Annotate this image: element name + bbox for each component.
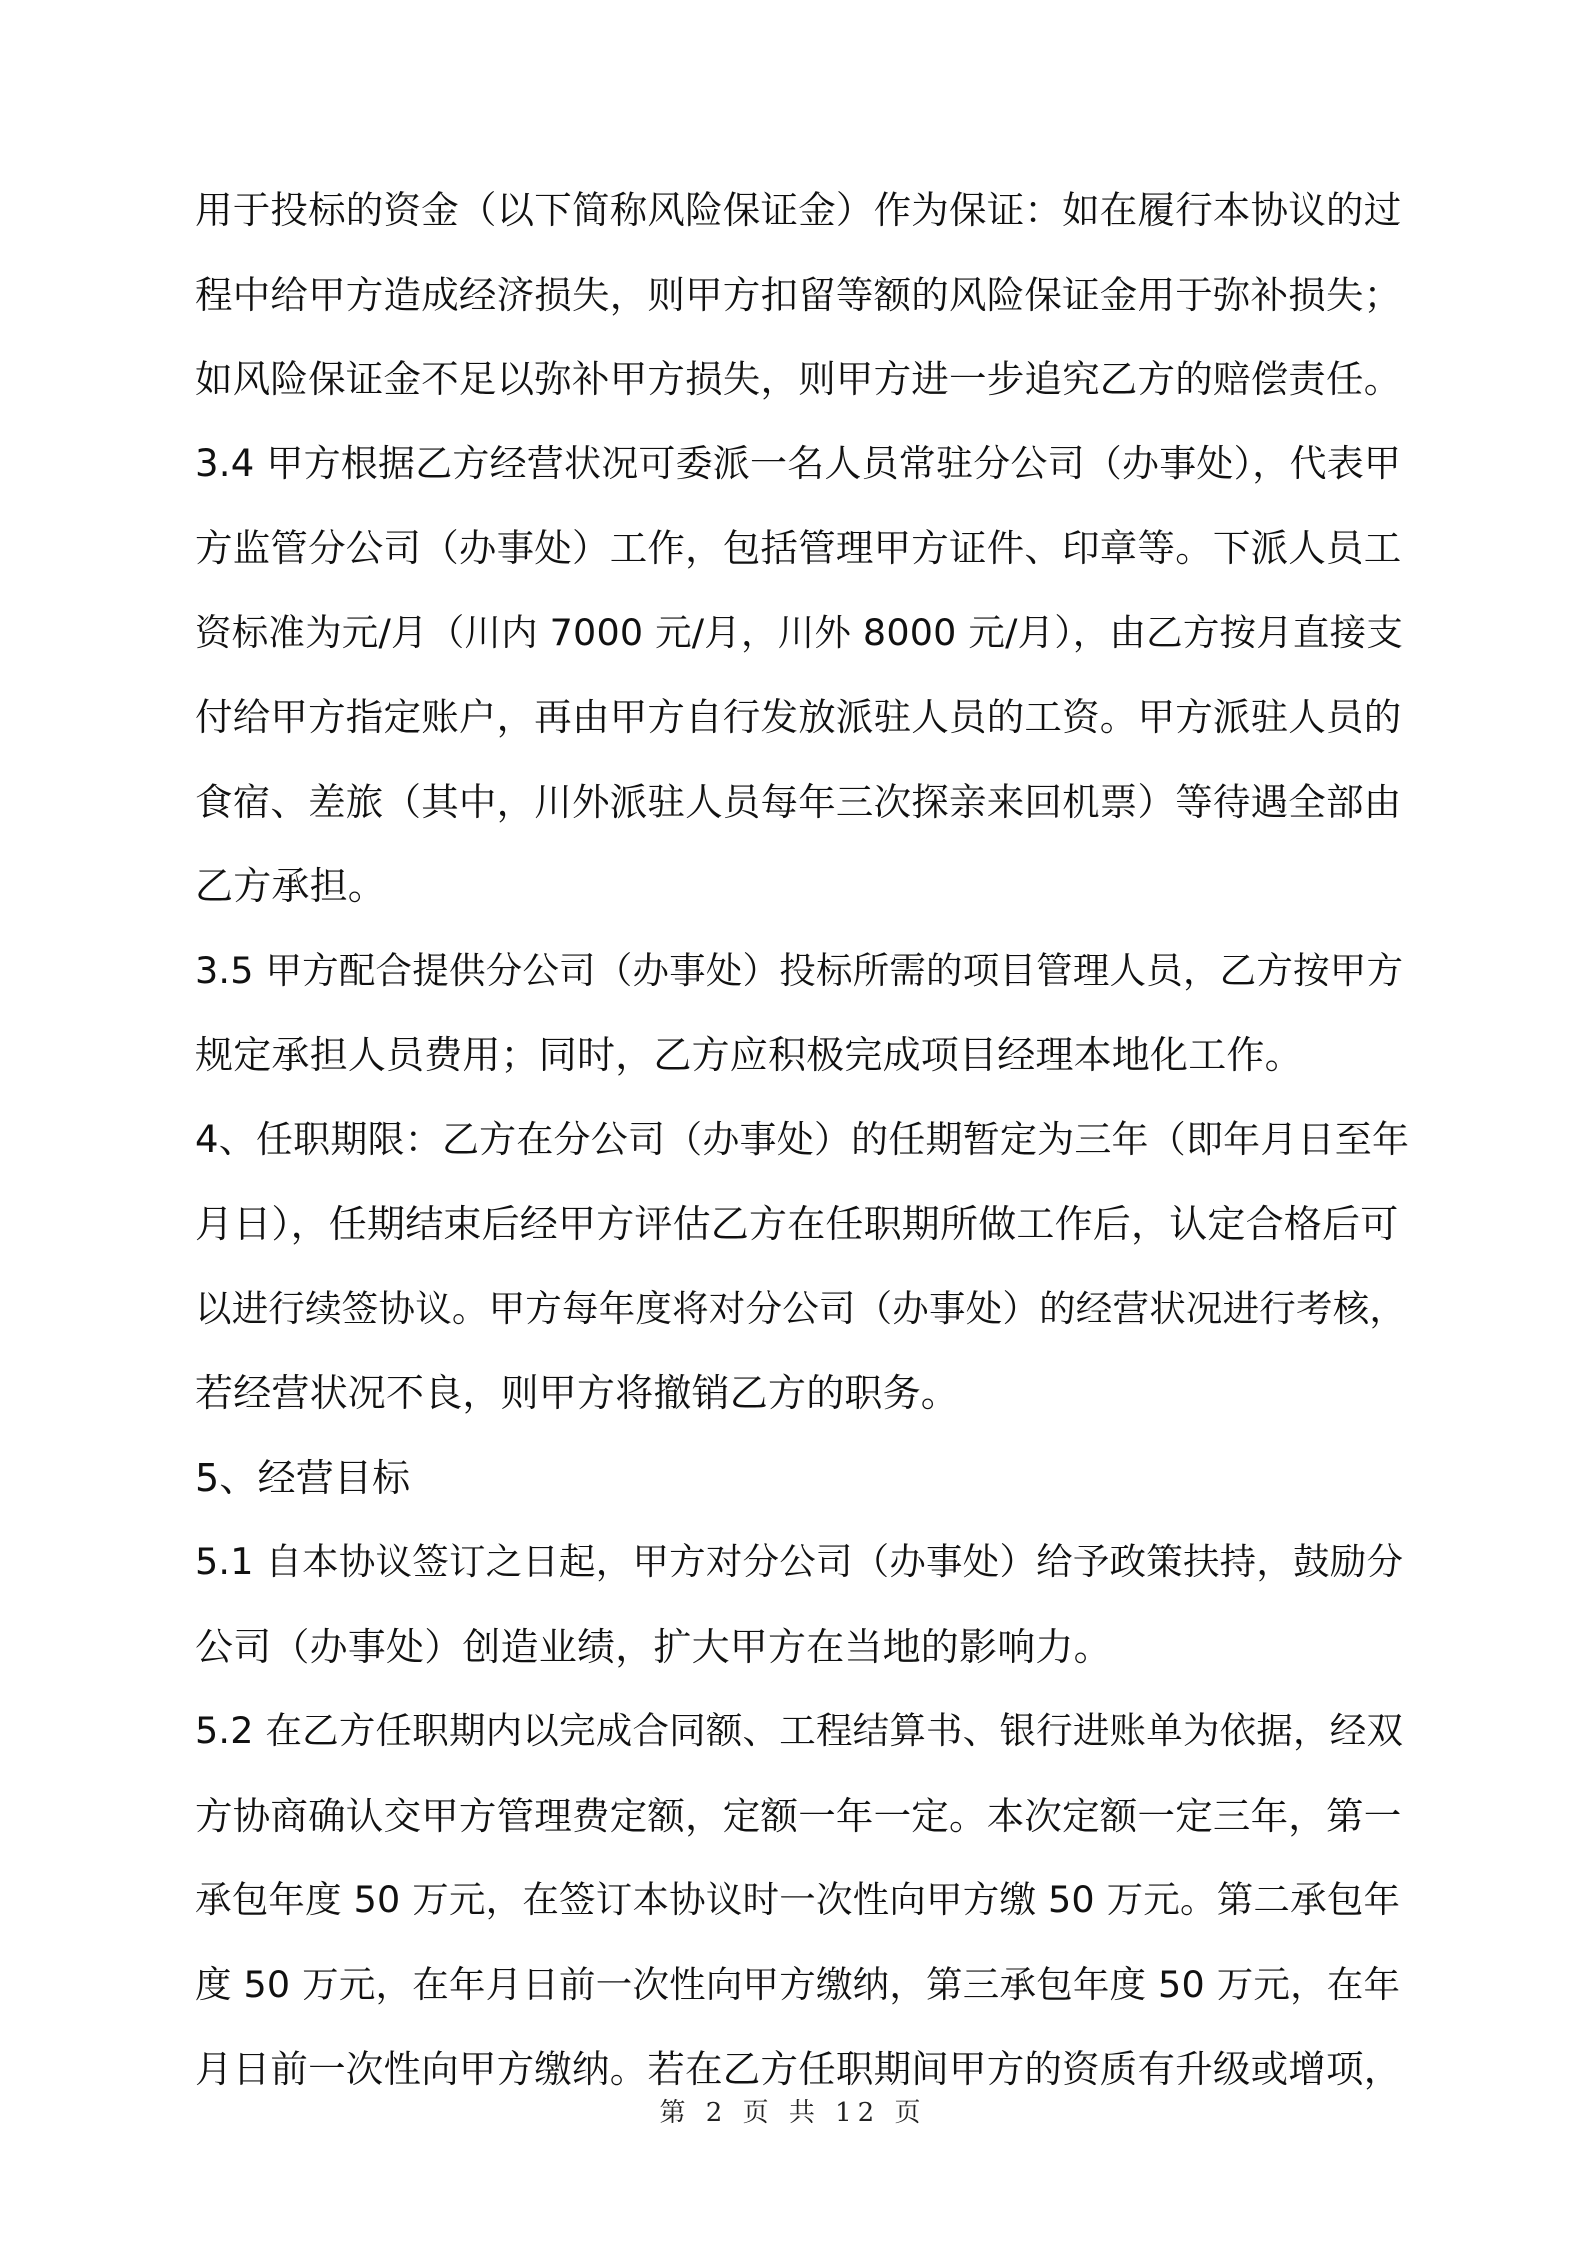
text-line: 食宿、差旅（其中，川外派驻人员每年三次探亲来回机票）等待遇全部由 (195, 779, 1402, 824)
text-line: 若经营状况不良，则甲方将撤销乙方的职务。 (195, 1371, 960, 1415)
text-line: 公司（办事处）创造业绩，扩大甲方在当地的影响力。 (195, 1624, 1112, 1669)
text-line: 3.4 甲方根据乙方经营状况可委派一名人员常驻分公司（办事处），代表甲 (195, 441, 1402, 485)
text-line: 用于投标的资金（以下简称风险保证金）作为保证：如在履行本协议的过 (195, 188, 1402, 232)
text-line: 5.2 在乙方任职期内以完成合同额、工程结算书、银行进账单为依据，经双 (195, 1709, 1404, 1752)
text-line: 方监管分公司（办事处）工作，包括管理甲方证件、印章等。下派人员工 (195, 526, 1402, 570)
text-line: 乙方承担。 (195, 864, 387, 908)
text-line: 程中给甲方造成经济损失，则甲方扣留等额的风险保证金用于弥补损失； (195, 272, 1402, 317)
text-line: 5.1 自本协议签订之日起，甲方对分公司（办事处）给予政策扶持，鼓励分 (195, 1540, 1404, 1583)
text-line: 付给甲方指定账户，再由甲方自行发放派驻人员的工资。甲方派驻人员的 (195, 695, 1402, 739)
text-line: 资标准为元/月（川内 7000 元/月，川外 8000 元/月），由乙方按月直接支 (195, 610, 1404, 654)
text-line: 3.5 甲方配合提供分公司（办事处）投标所需的项目管理人员，乙方按甲方 (195, 948, 1404, 992)
text-line: 月日），任期结束后经甲方评估乙方在任职期所做工作后，认定合格后可 (195, 1202, 1399, 1246)
page-number-footer: 第 2 页 共 12 页 (659, 2098, 927, 2128)
section-heading: 5、经营目标 (195, 1455, 411, 1500)
text-line: 月日前一次性向甲方缴纳。若在乙方任职期间甲方的资质有升级或增项， (195, 2047, 1402, 2091)
text-line: 4、任职期限：乙方在分公司（办事处）的任期暂定为三年（即年月日至年 (195, 1117, 1410, 1161)
text-line: 如风险保证金不足以弥补甲方损失，则甲方进一步追究乙方的赔偿责任。 (195, 357, 1402, 401)
text-line: 度 50 万元，在年月日前一次性向甲方缴纳，第三承包年度 50 万元，在年 (195, 1962, 1401, 2006)
text-line: 承包年度 50 万元，在签订本协议时一次性向甲方缴 50 万元。第二承包年 (195, 1878, 1401, 1921)
document-body (195, 168, 1410, 2112)
text-line: 规定承担人员费用；同时，乙方应积极完成项目经理本地化工作。 (195, 1033, 1303, 1077)
text-line: 以进行续签协议。甲方每年度将对分公司（办事处）的经营状况进行考核， (195, 1286, 1407, 1330)
text-line: 方协商确认交甲方管理费定额，定额一年一定。本次定额一定三年，第一 (195, 1793, 1402, 1838)
